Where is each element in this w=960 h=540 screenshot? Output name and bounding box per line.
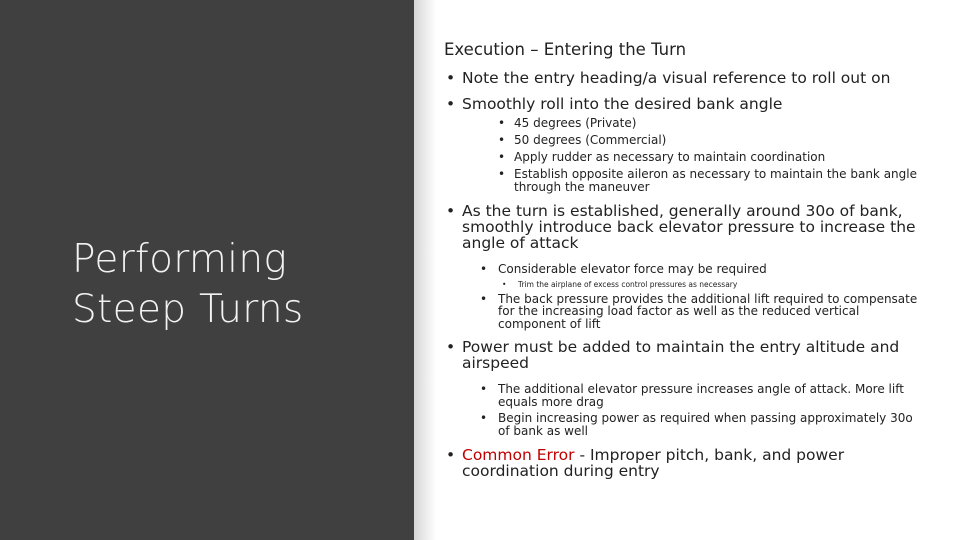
- sub-bullet-more-drag: • The additional elevator pressure increases angle of attack. More lift equals more drag: [480, 383, 924, 408]
- slide-title: [72, 235, 304, 335]
- bullet-roll-in: • Smoothly roll into the desired bank angle: [444, 96, 924, 112]
- sub-bullet-increase-power: • Begin increasing power as required when passing approximately 30o of bank as well: [480, 412, 924, 437]
- sub-bullet-private: • 45 degrees (Private): [498, 117, 924, 130]
- section-heading: Execution – Entering the Turn: [444, 40, 687, 59]
- divider-stripe: [414, 0, 436, 540]
- title-line-1: Performing: [72, 237, 288, 282]
- common-error-label: Common Error: [462, 446, 575, 464]
- sub-bullet-aileron: • Establish opposite aileron as necessary to maintain the bank angle through the maneuver: [498, 168, 924, 193]
- bullet-back-pressure: • As the turn is established, generally around 30o of bank, smoothly introduce back elevator pressure to increase the angle of attack: [444, 203, 924, 251]
- sub-bullet-additional-lift: • The back pressure provides the additional lift required to compensate for the increasing load factor as well as the reduced vertical component of lift: [480, 293, 924, 331]
- bullet-common-error: [444, 447, 924, 479]
- sub-sub-bullet-trim: • Trim the airplane of excess control pressures as necessary: [502, 280, 924, 290]
- bullet-entry-heading: • Note the entry heading/a visual reference to roll out on: [444, 70, 924, 86]
- sub-bullet-rudder: • Apply rudder as necessary to maintain coordination: [498, 151, 924, 164]
- common-error-text: - Improper pitch, bank, and power coordination during entry: [462, 446, 845, 480]
- sub-bullet-commercial: • 50 degrees (Commercial): [498, 134, 924, 147]
- sub-bullet-elevator-force: • Considerable elevator force may be required: [480, 263, 924, 276]
- bullet-power: • Power must be added to maintain the entry altitude and airspeed: [444, 339, 924, 371]
- bank-angle-sublist: [444, 117, 924, 193]
- title-line-2: Steep Turns: [72, 287, 304, 332]
- slide-content: [444, 38, 924, 479]
